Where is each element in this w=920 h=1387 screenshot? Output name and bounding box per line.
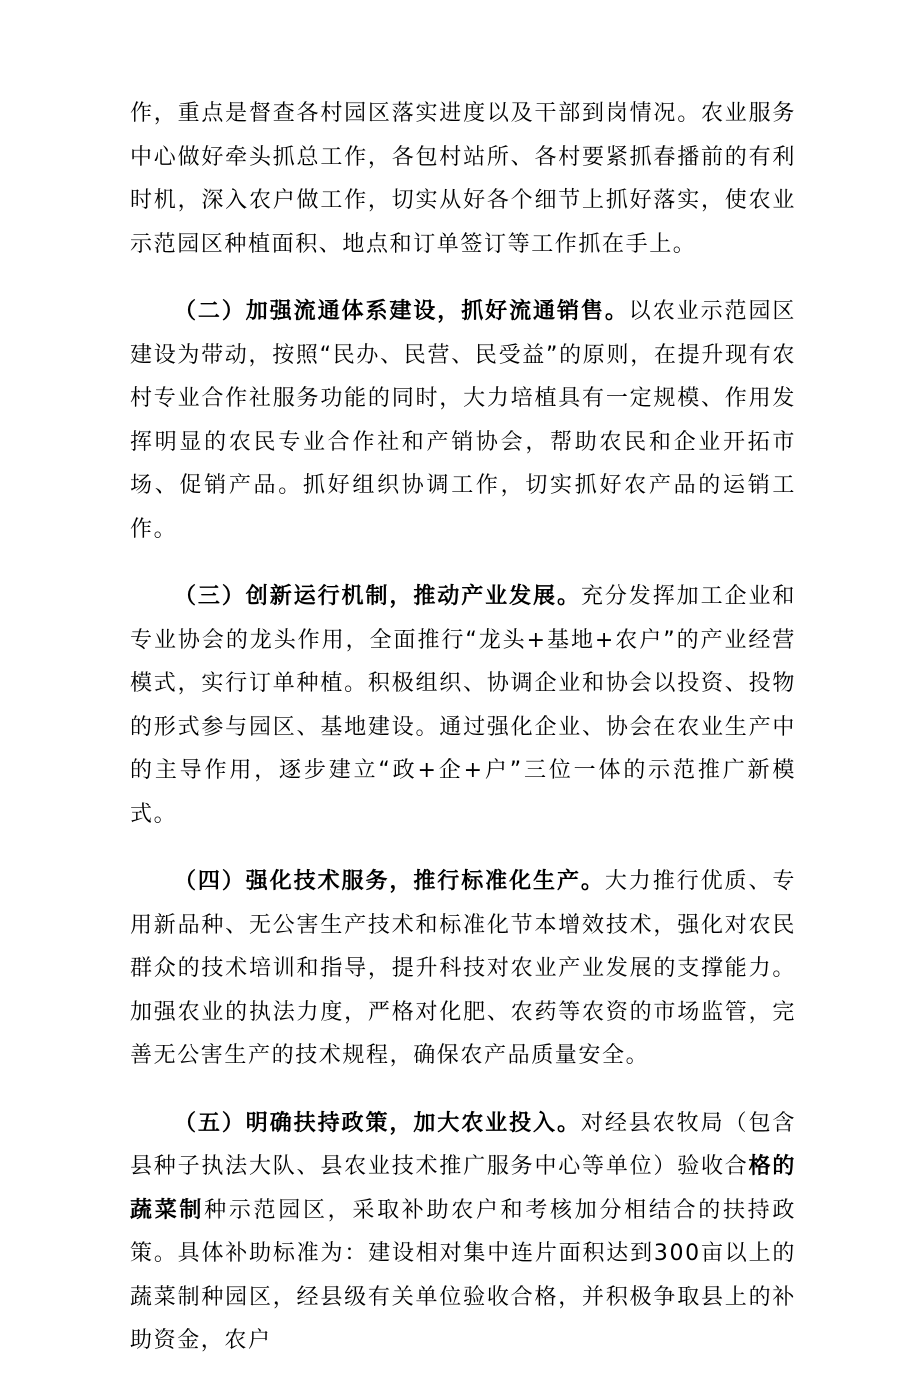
paragraph-bold-text: 格的蔬菜制 <box>130 1154 797 1223</box>
paragraph-text: 作，重点是督查各村园区落实进度以及干部到岗情况。农业服务中心做好牵头抓总工作，各包村站所、各村要紧抓春播前的有利时机，深入农户做工作，切实从好各个细节上抓好落实，使农业示范园区种植面积、地点和订单签订等工作抓在手上。 <box>130 101 796 257</box>
paragraph-technical-service <box>130 860 796 1078</box>
paragraph-heading: （三）创新运行机制，推动产业发展。 <box>174 584 581 609</box>
paragraph-text: 大力推行优质、专用新品种、无公害生产技术和标准化节本增效技术，强化对农民群众的技术培训和指导，提升科技对农业产业发展的支撑能力。加强农业的执法力度，严格对化肥、农药等农资的市场监管，完善无公害生产的技术规程，确保农产品质量安全。 <box>130 869 796 1068</box>
paragraph-text: 充分发挥加工企业和专业协会的龙头作用，全面推行“龙头+基地+农户”的产业经营模式，实行订单种植。积极组织、协调企业和协会以投资、投物的形式参与园区、基地建设。通过强化企业、协会在农业生产中的主导作用，逐步建立“政+企+户”三位一体的示范推广新模式。 <box>130 584 797 827</box>
paragraph-text: 种示范园区，采取补助农户和考核加分相结合的扶持政策。具体补助标准为：建设相对集中连片面积达到300亩以上的蔬菜制种园区，经县级有关单位验收合格，并积极争取县上的补助资金，农户 <box>130 1197 796 1353</box>
paragraph-circulation-system <box>130 290 796 551</box>
document-page <box>130 92 796 1387</box>
paragraph-continuation <box>130 92 796 266</box>
paragraph-operating-mechanism <box>130 575 796 836</box>
paragraph-heading: （四）强化技术服务，推行标准化生产。 <box>174 869 605 894</box>
paragraph-text: 以农业示范园区建设为带动，按照“民办、民营、民受益”的原则，在提升现有农村专业合作社服务功能的同时，大力培植具有一定规模、作用发挥明显的农民专业合作社和产销协会，帮助农民和企业开拓市场、促销产品。抓好组织协调工作，切实抓好农产品的运销工作。 <box>130 299 796 542</box>
paragraph-text: 对经县农牧局（包含县种子执法大队、县农业技术推广服务中心等单位）验收合 <box>130 1110 797 1179</box>
paragraph-support-policy <box>130 1102 796 1363</box>
paragraph-heading: （五）明确扶持政策，加大农业投入。 <box>174 1110 581 1136</box>
paragraph-heading: （二）加强流通体系建设，抓好流通销售。 <box>174 299 629 324</box>
